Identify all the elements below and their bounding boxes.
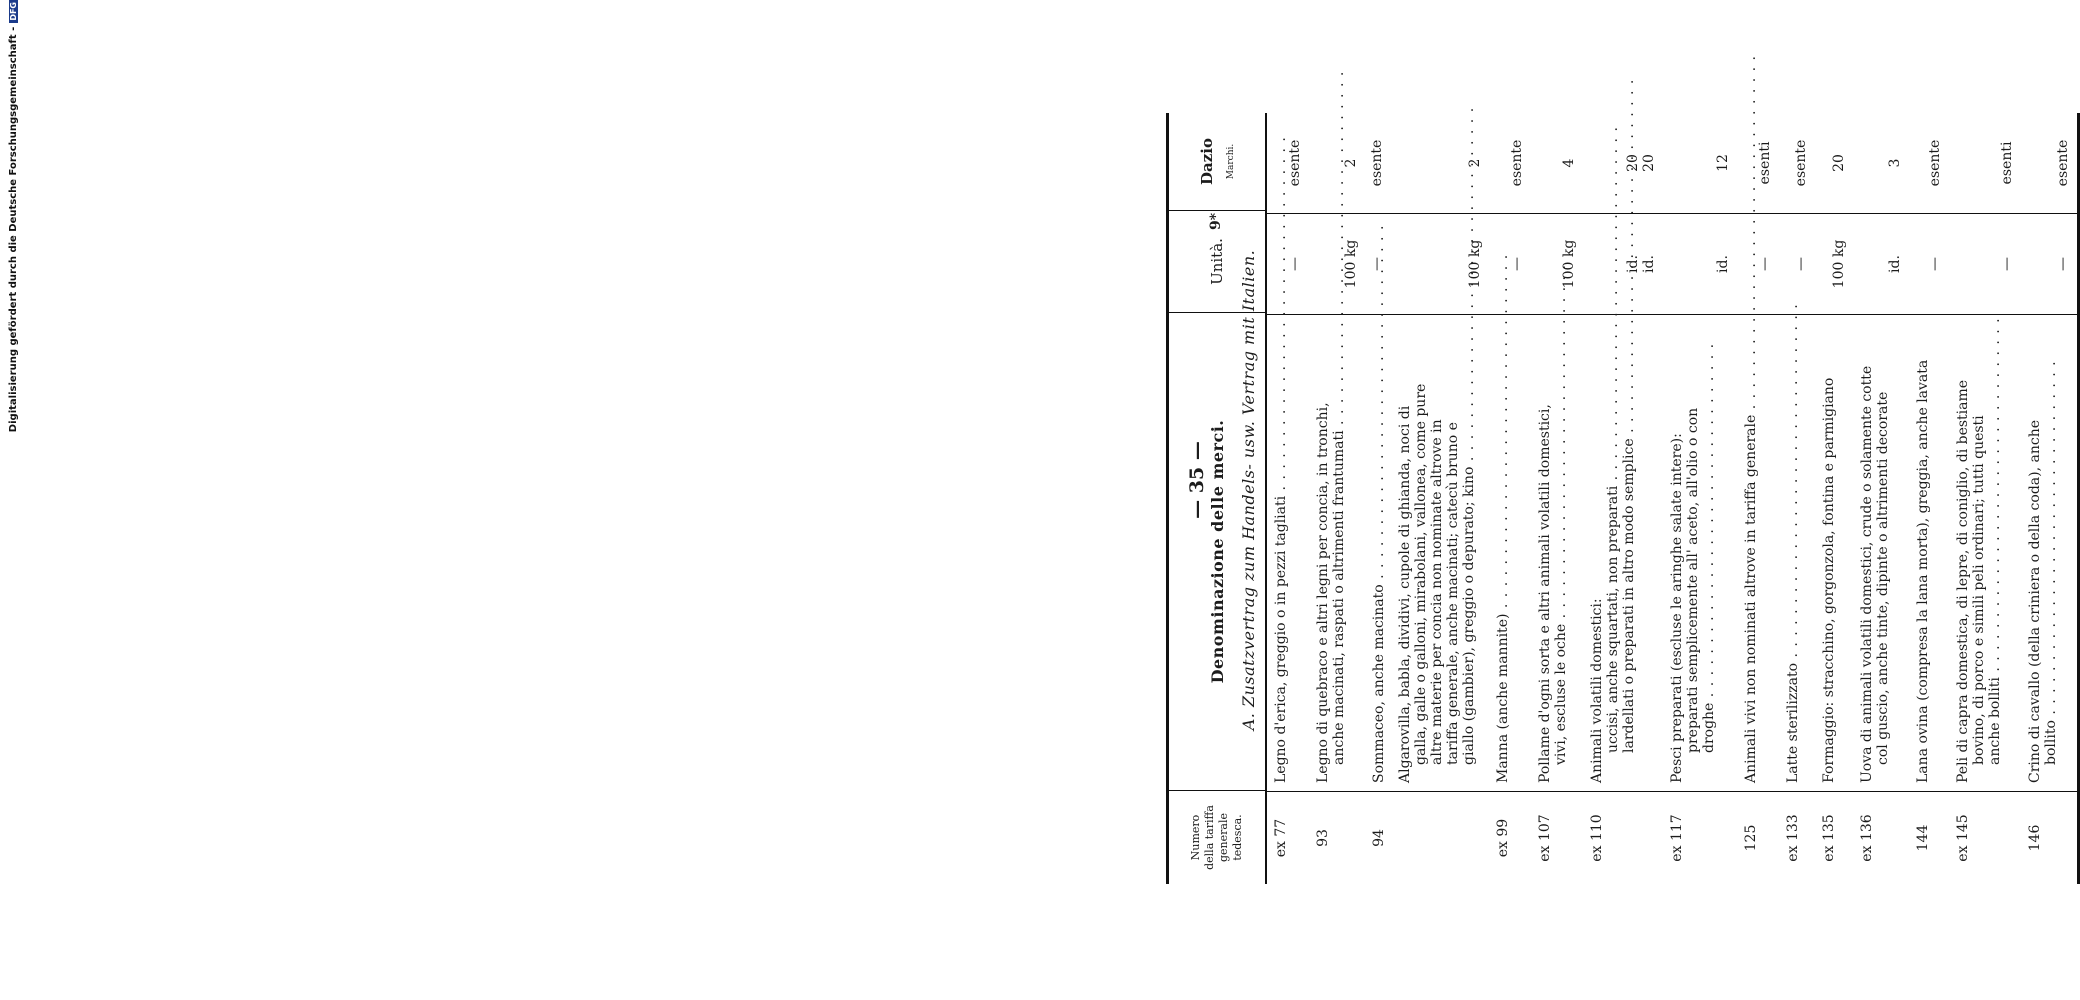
description-line: Uova di animali volatili domestici, crude o solamente cotte	[1859, 365, 1875, 783]
header-denomination: Denominazione delle merci.	[1169, 312, 1265, 790]
goods-description	[1267, 314, 1309, 791]
description-line: lardellati o preparati in altro modo semplice . . .	[1621, 321, 1637, 783]
digitization-note-text: Digitalisierung gefördert durch die Deutsche Forschungsgemeinschaft -	[8, 26, 19, 433]
description-line: droghe . . .	[1701, 321, 1717, 783]
table-row	[1531, 113, 1583, 884]
unit-value: id.	[1715, 255, 1731, 273]
duty-cell	[1531, 113, 1583, 213]
goods-description	[1737, 314, 1779, 791]
table-row	[1737, 113, 1779, 884]
description-line: tariffa generale, anche macinati; catecù bruno e	[1445, 422, 1461, 765]
tariff-number: ex 135	[1815, 791, 1853, 884]
table-row	[1853, 113, 1909, 884]
duty-cell	[1489, 113, 1531, 213]
unit-cell	[1949, 213, 2021, 314]
duty-value: esenti	[1757, 141, 1773, 185]
duty-cell	[1737, 113, 1779, 213]
table-row	[1391, 113, 1489, 884]
goods-description	[2021, 314, 2077, 791]
duty-cell	[1583, 113, 1663, 213]
table-row	[1309, 113, 1365, 884]
unit-cell	[2021, 213, 2077, 314]
unit-value: —	[1369, 257, 1385, 271]
goods-description	[1663, 314, 1737, 791]
goods-description	[1949, 314, 2021, 791]
unit-value: —	[1793, 257, 1809, 271]
duty-cell	[2021, 113, 2077, 213]
page-number: — 35 —	[1186, 441, 1208, 519]
goods-description	[1309, 314, 1365, 791]
description-line: vivi, escluse le oche . . .	[1553, 321, 1569, 783]
description-line: col guscio, anche tinte, dipinte o altrimenti decorate	[1875, 391, 1891, 765]
unit-value: id.	[1887, 255, 1903, 273]
unit-cell	[1391, 213, 1489, 314]
unit-cell	[1779, 213, 1815, 314]
description-line: Pesci preparati (escluse le aringhe salate intere):	[1669, 433, 1685, 783]
unit-cell	[1663, 213, 1737, 314]
goods-description	[1779, 314, 1815, 791]
header-duty-label: Dazio	[1198, 138, 1216, 185]
table-row	[1489, 113, 1531, 884]
tariff-number: ex 145	[1949, 791, 2021, 884]
description-line: Legno di quebraco e altri legni per concia, in tronchi,	[1315, 402, 1331, 783]
description-line: Pollame d'ogni sorta e altri animali volatili domestici,	[1537, 404, 1553, 783]
duty-value: 3	[1887, 158, 1903, 168]
running-head: A. Zusatzvertrag zum Handels- usw. Vertrag mit Italien.	[1239, 249, 1258, 731]
duty-cell	[1815, 113, 1853, 213]
description-line: Algarovilla, babla, dividivi, cupole di ghianda, noci di	[1397, 405, 1413, 783]
duty-value: esenti	[1999, 141, 2015, 185]
header-number-line: della tariffa	[1203, 805, 1216, 870]
unit-cell	[1531, 213, 1583, 314]
unit-value: —	[1927, 257, 1943, 271]
duty-cell	[1365, 113, 1391, 213]
goods-description	[1531, 314, 1583, 791]
duty-value: esente	[1369, 139, 1385, 187]
goods-description	[1909, 314, 1949, 791]
unit-value: id.	[1641, 255, 1657, 273]
tariff-number: ex 77	[1267, 791, 1309, 884]
header-number-line: generale	[1217, 813, 1230, 862]
duty-cell	[1391, 113, 1489, 213]
description-line: Lana ovina (compresa la lana morta), greggia, anche lavata	[1915, 359, 1931, 783]
duty-cell	[1909, 113, 1949, 213]
digitization-note	[8, 0, 19, 440]
duty-value: 2	[1343, 158, 1359, 168]
duty-value: esente	[1927, 139, 1943, 187]
tariff-number: ex 99	[1489, 791, 1531, 884]
tariff-number: ex 136	[1853, 791, 1909, 884]
signature-mark: 9*	[1208, 212, 1224, 230]
dfg-logo: DFG	[8, 2, 18, 21]
goods-description	[1583, 314, 1663, 791]
description-line: anche bolliti . . .	[1987, 321, 2003, 783]
duty-cell	[1779, 113, 1815, 213]
unit-cell	[1489, 213, 1531, 314]
unit-value: —	[1509, 257, 1525, 271]
duty-value: esente	[2055, 139, 2071, 187]
table-row	[1663, 113, 1737, 884]
goods-description	[1815, 314, 1853, 791]
description-line: Manna (anche mannite) . . .	[1495, 321, 1511, 783]
description-line: Latte sterilizzato . . .	[1785, 321, 1801, 783]
duty-value: 2	[1467, 158, 1483, 168]
goods-description	[1391, 314, 1489, 791]
description-line: Peli di capra domestica, di lepre, di coniglio, di bestiame	[1955, 379, 1971, 783]
tariff-number: ex 110	[1583, 791, 1663, 884]
header-duty-currency: Marchi.	[1226, 143, 1236, 180]
header-unit: Unità.	[1169, 210, 1265, 312]
duty-cell	[1949, 113, 2021, 213]
duty-value: esente	[1287, 139, 1303, 187]
tariff-number: 144	[1909, 791, 1949, 884]
description-line: giallo (gambier), greggio o depurato; kino . . .	[1461, 321, 1477, 783]
unit-value: —	[2055, 257, 2071, 271]
table-row	[2021, 113, 2077, 884]
unit-cell	[1365, 213, 1391, 314]
duty-cell	[1309, 113, 1365, 213]
duty-value: esente	[1793, 139, 1809, 187]
unit-value: 100 kg	[1467, 239, 1483, 289]
tariff-number	[1391, 791, 1489, 884]
unit-value: —	[1999, 257, 2015, 271]
tariff-number: ex 133	[1779, 791, 1815, 884]
unit-cell	[1815, 213, 1853, 314]
description-line: uccisi, anche squartati, non preparati . . .	[1605, 321, 1621, 783]
description-line: Formaggio: stracchino, gorgonzola, fontina e parmigiano	[1821, 377, 1837, 783]
duty-cell	[1853, 113, 1909, 213]
description-line: Crino di cavallo (della criniera o della coda), anche	[2027, 419, 2043, 783]
header-number-line: tedesca.	[1231, 814, 1244, 861]
table-row	[1583, 113, 1663, 884]
description-line: anche macinati, raspati o altrimenti frantumati . . .	[1331, 321, 1347, 783]
tariff-number: ex 107	[1531, 791, 1583, 884]
unit-value: 100 kg	[1561, 239, 1577, 289]
unit-cell	[1737, 213, 1779, 314]
unit-cell	[1267, 213, 1309, 314]
description-line: bovino, di porco e simili peli ordinari; tutti questi	[1971, 415, 1987, 765]
description-line: Legno d'erica, greggio o in pezzi tagliati . . .	[1273, 321, 1289, 783]
duty-value: esente	[1509, 139, 1525, 187]
duty-value: 12	[1715, 154, 1731, 172]
description-line: Animali vivi non nominati altrove in tariffa generale . . .	[1743, 321, 1759, 783]
goods-description	[1853, 314, 1909, 791]
duty-cell	[1663, 113, 1737, 213]
unit-cell	[1309, 213, 1365, 314]
duty-value: 4	[1561, 158, 1577, 168]
table-row	[1815, 113, 1853, 884]
tariff-number: 94	[1365, 791, 1391, 884]
goods-description	[1489, 314, 1531, 791]
tariff-number: ex 117	[1663, 791, 1737, 884]
description-line: galla, galle o galloni, mirabolani, vallonea, come pure	[1413, 383, 1429, 765]
description-line: altre materie per concia non nominate altrove in	[1429, 419, 1445, 765]
duty-value: 20	[1831, 154, 1847, 172]
description-line: Animali volatili domestici:	[1589, 598, 1605, 783]
tariff-table	[1166, 113, 2080, 884]
duty-value: 20	[1641, 154, 1657, 172]
tariff-number: 125	[1737, 791, 1779, 884]
unit-cell	[1583, 213, 1663, 314]
unit-cell	[1909, 213, 1949, 314]
table-row	[1267, 113, 1309, 884]
description-line: Sommaceo, anche macinato . . .	[1371, 321, 1387, 783]
tariff-number: 146	[2021, 791, 2077, 884]
unit-value: —	[1757, 257, 1773, 271]
header-number-line: Numero	[1189, 814, 1202, 861]
table-row	[1779, 113, 1815, 884]
description-line: bollito . . .	[2043, 321, 2059, 783]
table-row	[1365, 113, 1391, 884]
table-row	[1949, 113, 2021, 884]
duty-value: 20	[1625, 154, 1641, 172]
unit-value: 100 kg	[1343, 239, 1359, 289]
table-body	[1267, 113, 2077, 884]
unit-value: id.	[1625, 255, 1641, 273]
goods-description	[1365, 314, 1391, 791]
unit-value: —	[1287, 257, 1303, 271]
unit-value: 100 kg	[1831, 239, 1847, 289]
table-row	[1909, 113, 1949, 884]
tariff-number: 93	[1309, 791, 1365, 884]
description-line: preparati semplicemente all' aceto, all'olio o con	[1685, 407, 1701, 753]
duty-cell	[1267, 113, 1309, 213]
unit-cell	[1853, 213, 1909, 314]
